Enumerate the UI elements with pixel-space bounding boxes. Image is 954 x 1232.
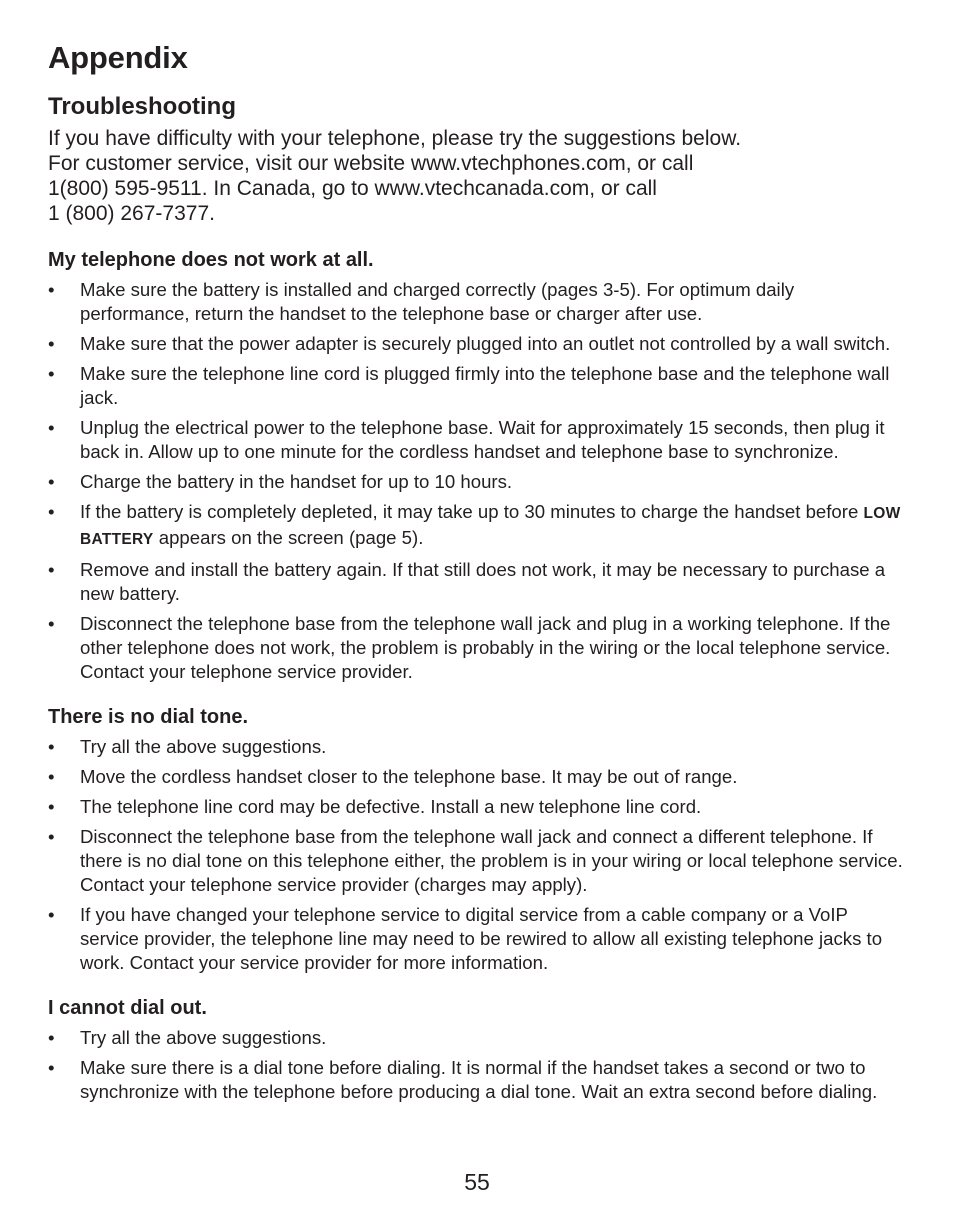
list-item [48,362,908,410]
intro-line: 1 (800) 267-7377. [48,202,215,225]
bullet-icon: • [48,796,55,817]
list-item-text: Make sure the telephone line cord is plugged firmly into the telephone base and the telephone wall jack. [80,363,890,408]
problem-heading: There is no dial tone. [48,706,249,728]
problem-section [48,704,908,975]
intro-line: 1(800) 595-9511. In Canada, go to www.vtechcanada.com, or call [48,177,657,200]
list-item-text: Try all the above suggestions. [80,1027,327,1048]
list-item [48,470,908,494]
problem-section [48,995,908,1104]
bullet-icon: • [48,417,55,438]
list-item [48,558,908,606]
problem-section [48,247,908,684]
bullet-icon: • [48,613,55,634]
bullet-icon: • [48,826,55,847]
suggestion-list [48,278,908,684]
list-item [48,1026,908,1050]
list-item [48,278,908,326]
list-item-text: Try all the above suggestions. [80,736,327,757]
page-content [48,38,908,1110]
list-item [48,903,908,975]
list-item-text-start: If the battery is completely depleted, it may take up to 30 minutes to charge the handset before [80,501,864,522]
list-item [48,765,908,789]
bullet-icon: • [48,1057,55,1078]
section-title: Troubleshooting [48,93,236,120]
list-item-text [80,501,901,548]
intro-line: If you have difficulty with your telephone, please try the suggestions below. [48,127,742,150]
list-item [48,332,908,356]
list-item-text: Unplug the electrical power to the telephone base. Wait for approximately 15 seconds, then plug it back in. Allow up to one minute for the cordless handset and telephone base to synchronize. [80,417,885,462]
list-item-text: Remove and install the battery again. If that still does not work, it may be necessary to purchase a new battery. [80,559,886,604]
list-item [48,735,908,759]
page-title: Appendix [48,40,188,75]
list-item-text: Make sure the battery is installed and charged correctly (pages 3-5). For optimum daily performance, return the handset to the telephone base or charger after use. [80,279,795,324]
list-item-text: If you have changed your telephone service to digital service from a cable company or a VoIP service provider, the telephone line may need to be rewired to allow all existing telephone jacks to work. Contact your service provider for more information. [80,904,883,973]
list-item-text: Make sure there is a dial tone before dialing. It is normal if the handset takes a second or two to synchronize with the telephone before producing a dial tone. Wait an extra second before dialing. [80,1057,878,1102]
list-item-text: Make sure that the power adapter is securely plugged into an outlet not controlled by a wall switch. [80,333,891,354]
list-item-text: Charge the battery in the handset for up to 10 hours. [80,471,513,492]
intro-line: For customer service, visit our website www.vtechphones.com, or call [48,152,694,175]
list-item [48,825,908,897]
list-item [48,1056,908,1104]
intro-paragraph [48,126,908,226]
list-item [48,612,908,684]
bullet-icon: • [48,904,55,925]
list-item-text: Disconnect the telephone base from the telephone wall jack and connect a different telephone. If there is no dial tone on this telephone either, the problem is in your wiring or local telephone service. Contact your telephone service provider (charges may apply). [80,826,903,895]
bullet-icon: • [48,279,55,300]
bullet-icon: • [48,501,55,522]
suggestion-list [48,1026,908,1104]
list-item-text-end: appears on the screen (page 5). [153,527,424,548]
bullet-icon: • [48,766,55,787]
bullet-icon: • [48,333,55,354]
page-number: 55 [464,1169,490,1195]
screen-message-text: LOW BATTERY [80,505,901,548]
bullet-icon: • [48,1027,55,1048]
list-item [48,500,908,552]
list-item-text: Move the cordless handset closer to the telephone base. It may be out of range. [80,766,738,787]
bullet-icon: • [48,559,55,580]
bullet-icon: • [48,471,55,492]
bullet-icon: • [48,736,55,757]
list-item-text: Disconnect the telephone base from the telephone wall jack and plug in a working telephone. If the other telephone does not work, the problem is probably in the wiring or the local telephone service. Contact your telephone service provider. [80,613,891,682]
bullet-icon: • [48,363,55,384]
list-item-text: The telephone line cord may be defective. Install a new telephone line cord. [80,796,702,817]
problem-heading: My telephone does not work at all. [48,249,374,271]
problem-heading: I cannot dial out. [48,997,207,1019]
suggestion-list [48,735,908,975]
list-item [48,795,908,819]
list-item [48,416,908,464]
